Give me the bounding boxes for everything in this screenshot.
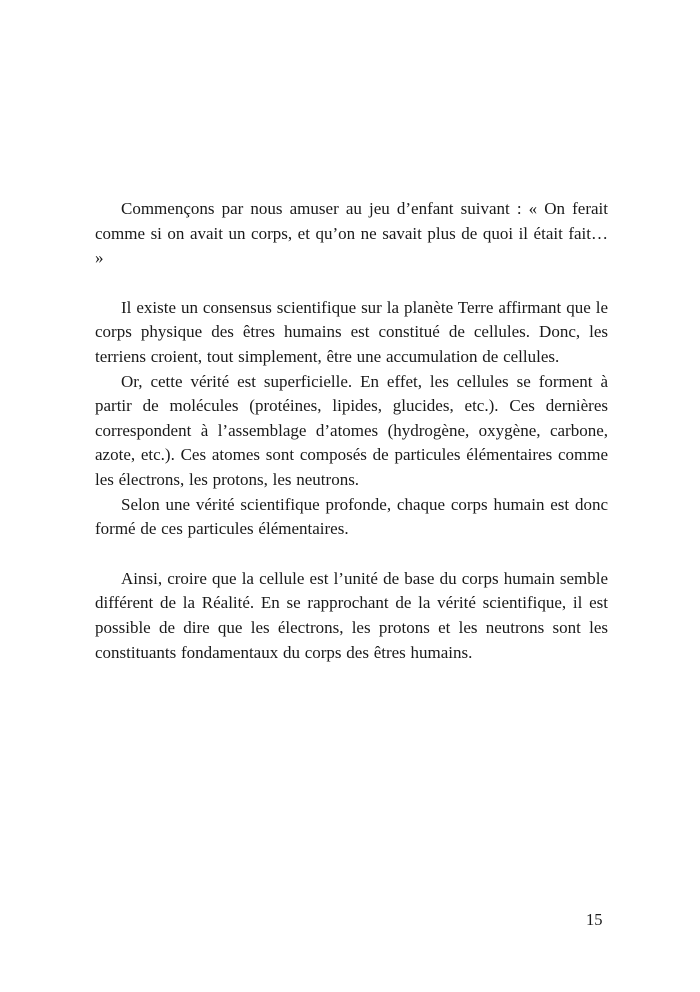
paragraph-opening-quote: Commençons par nous amuser au jeu d’enfant suivant : « On ferait comme si on avait un corps, et qu’on ne savait plus de quoi il était fait… » xyxy=(95,199,608,268)
paragraph-consensus: Il existe un consensus scientifique sur la planète Terre affirmant que le corps physique des êtres humains est constitué de cellules. Donc, les terriens croient, tout simplement, être une accumulation de cellules. xyxy=(95,297,608,366)
paragraph-conclusion: Ainsi, croire que la cellule est l’unité de base du corps humain semble différent de la Réalité. En se rapprochant de la vérité scientifique, il est possible de dire que les électrons, les protons et les neutrons sont les constituants fondamentaux du corps des êtres humains. xyxy=(95,568,608,662)
paragraph-verite-profonde: Selon une vérité scientifique profonde, chaque corps humain est donc formé de ces particules élémentaires. xyxy=(95,494,608,539)
page-number: 15 xyxy=(586,910,603,929)
paragraph-verite-superficielle: Or, cette vérité est superficielle. En effet, les cellules se forment à partir de molécules (protéines, lipides, glucides, etc.). Ces dernières correspondent à l’assemblage d’atomes (hydrogène, oxygène, carbone, azote, etc.). Ces atomes sont composés de particules élémentaires comme les électrons, les protons, les neutrons. xyxy=(95,371,608,489)
page-content xyxy=(95,197,608,665)
